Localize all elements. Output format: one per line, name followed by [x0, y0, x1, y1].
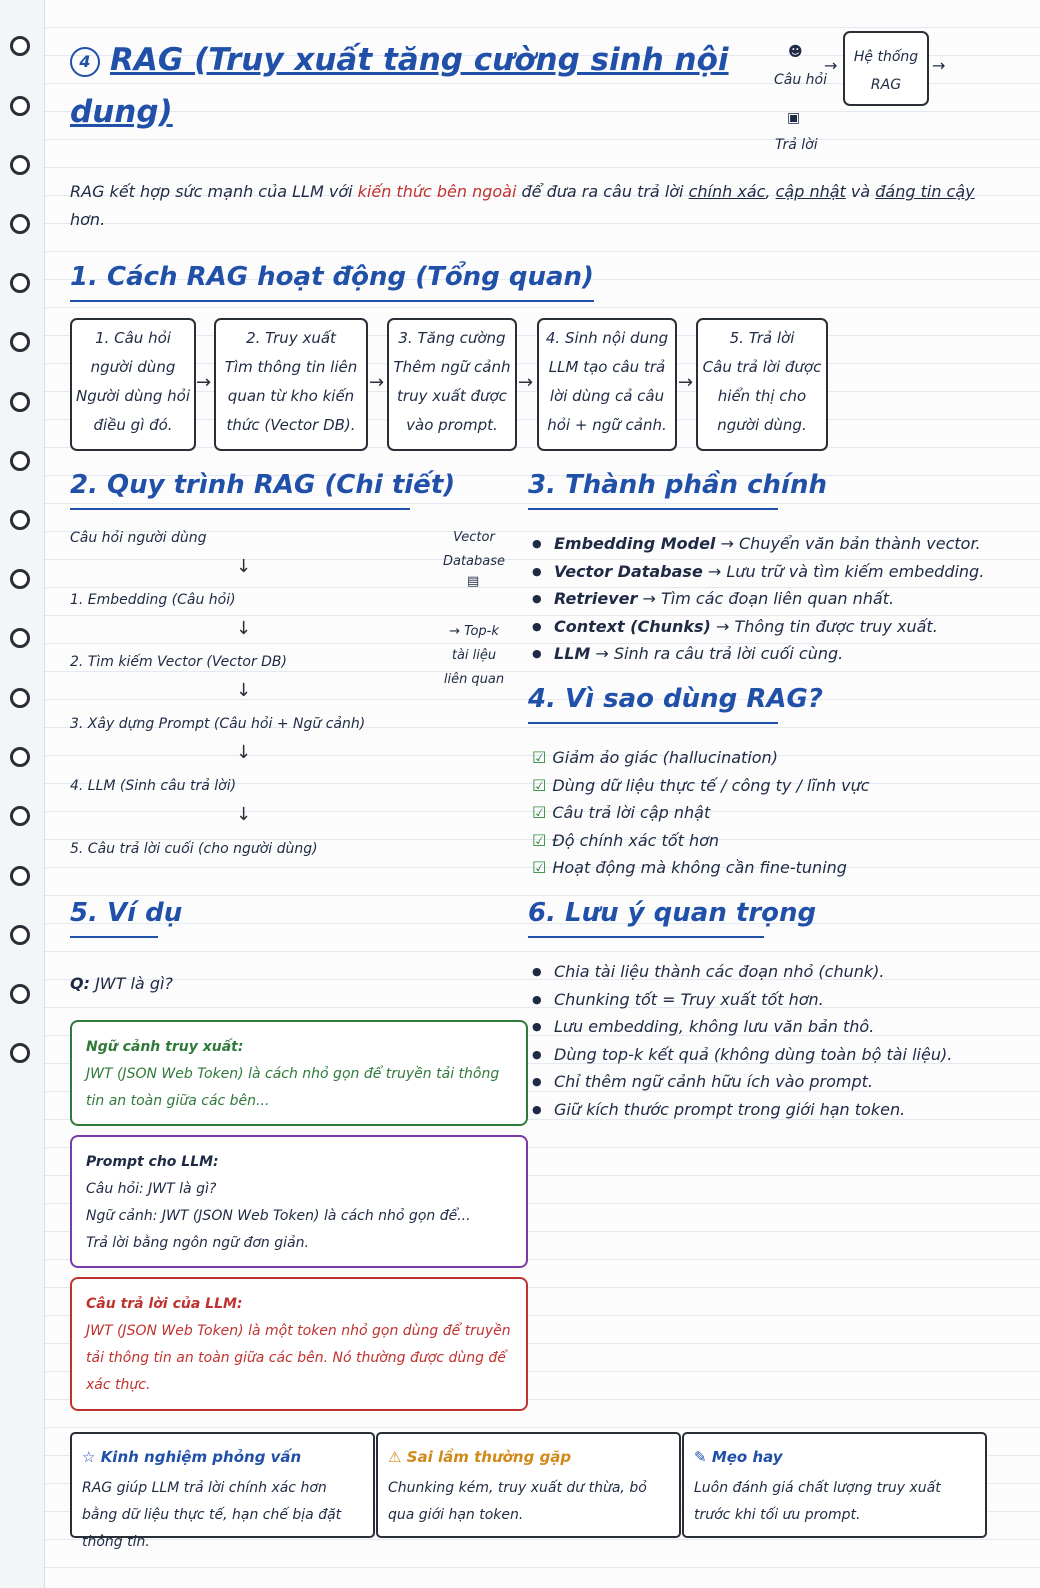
why-item-text: Dùng dữ liệu thực tế / công ty / lĩnh vực: [552, 775, 870, 795]
question-text: JWT là gì?: [90, 974, 173, 993]
binder-hole: [10, 155, 30, 175]
arrow-down-icon: ↓: [236, 618, 252, 639]
intro-underlined: đáng tin cậy: [875, 182, 975, 201]
vector-db-label: Vector Database: [442, 530, 506, 569]
binder-hole: [10, 36, 30, 56]
list-item: [532, 744, 1012, 772]
section-heading-notes: 6. Lưu ý quan trọng: [528, 898, 764, 938]
process-step: 1. Embedding (Câu hỏi): [70, 592, 236, 608]
list-item: [530, 613, 1010, 641]
process-step: 3. Xây dựng Prompt (Câu hỏi + Ngữ cảnh): [70, 716, 366, 732]
overview-step: [696, 318, 828, 451]
process-step: 5. Câu trả lời cuối (cho người dùng): [70, 841, 318, 857]
component-desc: → Sinh ra câu trả lời cuối cùng.: [590, 644, 844, 663]
binder-hole: [10, 510, 30, 530]
arrow-down-icon: ↓: [236, 680, 252, 701]
component-desc: → Thông tin được truy xuất.: [710, 616, 938, 636]
component-name: Context (Chunks): [554, 616, 711, 636]
overview-step: [537, 318, 677, 451]
binder-hole: [10, 925, 30, 945]
binder-hole: [10, 747, 30, 767]
step-title: 1. Câu hỏi người dùng: [90, 329, 176, 376]
rag-system-box: Hệ thống RAG: [843, 31, 929, 106]
database-icon: ▤: [467, 574, 480, 589]
binder-hole: [10, 688, 30, 708]
card-title: Câu trả lời của LLM:: [86, 1296, 243, 1312]
list-item: ● Dùng top-k kết quả (không dùng toàn bộ tài liệu).: [530, 1041, 1010, 1069]
arrow-right-icon: →: [518, 372, 534, 393]
pin-icon: ✎: [694, 1448, 707, 1466]
checkbox-icon: ☑: [532, 748, 547, 767]
arrow-right-icon: →: [824, 56, 838, 75]
why-item-text: Câu trả lời cập nhật: [552, 803, 711, 822]
binder-hole: [10, 569, 30, 589]
component-desc: → Chuyển văn bản thành vector.: [715, 534, 981, 553]
intro-text: và: [845, 182, 876, 201]
step-title: 2. Truy xuất: [246, 329, 336, 347]
robot-icon: ▣: [787, 110, 801, 126]
intro-text: hơn.: [70, 210, 106, 229]
binder-hole: [10, 1043, 30, 1063]
why-item-text: Hoạt động mà không cần fine-tuning: [552, 858, 847, 877]
step-desc: LLM tạo câu trả lời dùng cả câu hỏi + ngữ cảnh.: [547, 358, 667, 434]
tip-title-text: Sai lầm thường gặp: [406, 1448, 572, 1466]
tip-box-hint: [682, 1432, 987, 1538]
process-step: 4. LLM (Sinh câu trả lời): [70, 778, 237, 794]
list-item: ● Giữ kích thước prompt trong giới hạn token.: [530, 1096, 1010, 1124]
list-item: ● Chunking tốt = Truy xuất tốt hơn.: [530, 986, 1010, 1014]
why-list: [532, 744, 1012, 882]
component-desc: → Lưu trữ và tìm kiếm embedding.: [702, 561, 985, 581]
intro-underlined: cập nhật: [775, 182, 846, 201]
example-question: [70, 974, 173, 993]
card-line: Trả lời bằng ngôn ngữ đơn giản.: [86, 1235, 309, 1251]
overview-step: [70, 318, 196, 451]
section-heading-components: 3. Thành phần chính: [528, 470, 778, 510]
notebook-margin: [0, 0, 45, 1588]
card-line: Câu hỏi: JWT là gì?: [86, 1181, 217, 1197]
tip-body: RAG giúp LLM trả lời chính xác hơn bằng dữ liệu thực tế, hạn chế bịa đặt thông tin.: [82, 1480, 342, 1550]
step-title: 5. Trả lời: [729, 329, 795, 347]
binder-hole: [10, 984, 30, 1004]
list-item: [530, 558, 1010, 586]
component-name: LLM: [554, 644, 591, 663]
binder-hole: [10, 806, 30, 826]
intro-underlined: chính xác: [688, 182, 766, 201]
page-title-text: RAG (Truy xuất tăng cường sinh nội dung): [70, 42, 729, 130]
overview-step: [387, 318, 517, 451]
components-list: [530, 530, 1010, 668]
overview-step: [214, 318, 368, 451]
arrow-down-icon: ↓: [236, 556, 252, 577]
checkbox-icon: ☑: [532, 803, 547, 822]
why-item-text: Giảm ảo giác (hallucination): [552, 748, 778, 767]
tip-box-interview: [70, 1432, 375, 1550]
tip-box-mistakes: [376, 1432, 681, 1538]
mini-question-label: Câu hỏi: [774, 72, 828, 88]
arrow-down-icon: ↓: [236, 742, 252, 763]
arrow-right-icon: →: [678, 372, 694, 393]
page-title: [70, 34, 750, 138]
section-heading-overview: 1. Cách RAG hoạt động (Tổng quan): [70, 262, 594, 302]
warning-icon: ⚠: [388, 1448, 402, 1466]
section-heading-why: 4. Vì sao dùng RAG?: [528, 684, 778, 724]
tip-title: [388, 1444, 669, 1471]
checkbox-icon: ☑: [532, 858, 547, 877]
arrow-right-icon: →: [196, 372, 212, 393]
component-name: Embedding Model: [554, 534, 716, 553]
tip-title: [694, 1444, 975, 1471]
prompt-card: [70, 1135, 528, 1268]
step-title: 3. Tăng cường: [398, 329, 506, 347]
user-icon: ☻: [788, 44, 803, 60]
tip-title-text: Mẹo hay: [711, 1448, 783, 1466]
list-item: ● Chia tài liệu thành các đoạn nhỏ (chunk).: [530, 958, 1010, 986]
step-desc: Câu trả lời được hiển thị cho người dùng.: [702, 358, 822, 434]
why-item-text: Độ chính xác tốt hơn: [552, 830, 720, 850]
context-card: [70, 1020, 528, 1126]
tip-body: Chunking kém, truy xuất dư thừa, bỏ qua giới hạn token.: [388, 1480, 647, 1523]
intro-paragraph: [70, 178, 990, 234]
tip-title-text: Kinh nghiệm phỏng vấn: [100, 1448, 302, 1466]
binder-hole: [10, 273, 30, 293]
component-desc: → Tìm các đoạn liên quan nhất.: [637, 589, 895, 608]
intro-text: ,: [765, 182, 776, 201]
section-heading-example: 5. Ví dụ: [70, 898, 158, 938]
notes-list: [530, 958, 1010, 1123]
step-desc: Tìm thông tin liên quan từ kho kiến thức (Vector DB).: [224, 358, 358, 434]
step-title: 4. Sinh nội dung: [545, 329, 669, 347]
component-name: Retriever: [554, 589, 638, 608]
card-line: Ngữ cảnh: JWT (JSON Web Token) là cách nhỏ gọn để...: [86, 1208, 471, 1224]
intro-highlight: kiến thức bên ngoài: [357, 182, 517, 201]
arrow-right-icon: →: [369, 372, 385, 393]
card-title: Prompt cho LLM:: [86, 1154, 219, 1170]
tip-title: [82, 1444, 363, 1471]
section-heading-process: 2. Quy trình RAG (Chi tiết): [70, 470, 410, 510]
tip-body: Luôn đánh giá chất lượng truy xuất trước khi tối ưu prompt.: [694, 1480, 941, 1523]
arrow-down-icon: ↓: [236, 804, 252, 825]
intro-text: RAG kết hợp sức mạnh của LLM với: [70, 182, 358, 201]
binder-hole: [10, 628, 30, 648]
binder-hole: [10, 451, 30, 471]
checkbox-icon: ☑: [532, 830, 547, 850]
card-body: JWT (JSON Web Token) là một token nhỏ gọn dùng để truyền tải thông tin an toàn giữa các bên. Nó thường được dùng để xác thực.: [86, 1323, 511, 1393]
component-name: Vector Database: [554, 561, 703, 581]
binder-hole: [10, 392, 30, 412]
star-icon: ☆: [82, 1448, 96, 1466]
checkbox-icon: ☑: [532, 775, 547, 795]
binder-hole: [10, 866, 30, 886]
list-item: [530, 530, 1010, 558]
list-item: ● Lưu embedding, không lưu văn bản thô.: [530, 1013, 1010, 1041]
step-desc: Người dùng hỏi điều gì đó.: [75, 387, 191, 434]
mini-answer-label: Trả lời: [775, 137, 818, 153]
list-item: [532, 772, 1012, 800]
process-step: Câu hỏi người dùng: [70, 530, 207, 546]
arrow-right-icon: →: [932, 56, 946, 75]
list-item: ● Chỉ thêm ngữ cảnh hữu ích vào prompt.: [530, 1068, 1010, 1096]
card-title: Ngữ cảnh truy xuất:: [86, 1039, 244, 1055]
list-item: [530, 585, 1010, 613]
answer-card: [70, 1277, 528, 1411]
question-label: Q:: [70, 974, 90, 993]
binder-hole: [10, 332, 30, 352]
step-desc: Thêm ngữ cảnh truy xuất được vào prompt.: [393, 358, 511, 434]
topk-label: → Top-k tài liệu liên quan: [443, 624, 505, 687]
intro-text: để đưa ra câu trả lời: [516, 182, 689, 201]
card-body: JWT (JSON Web Token) là cách nhỏ gọn để truyền tải thông tin an toàn giữa các bên...: [86, 1066, 500, 1109]
list-item: [532, 827, 1012, 855]
process-step: 2. Tìm kiếm Vector (Vector DB): [70, 654, 287, 670]
list-item: [532, 799, 1012, 827]
binder-hole: [10, 214, 30, 234]
binder-hole: [10, 96, 30, 116]
list-item: [532, 854, 1012, 882]
section-number-badge: 4: [70, 47, 100, 77]
list-item: [530, 640, 1010, 668]
